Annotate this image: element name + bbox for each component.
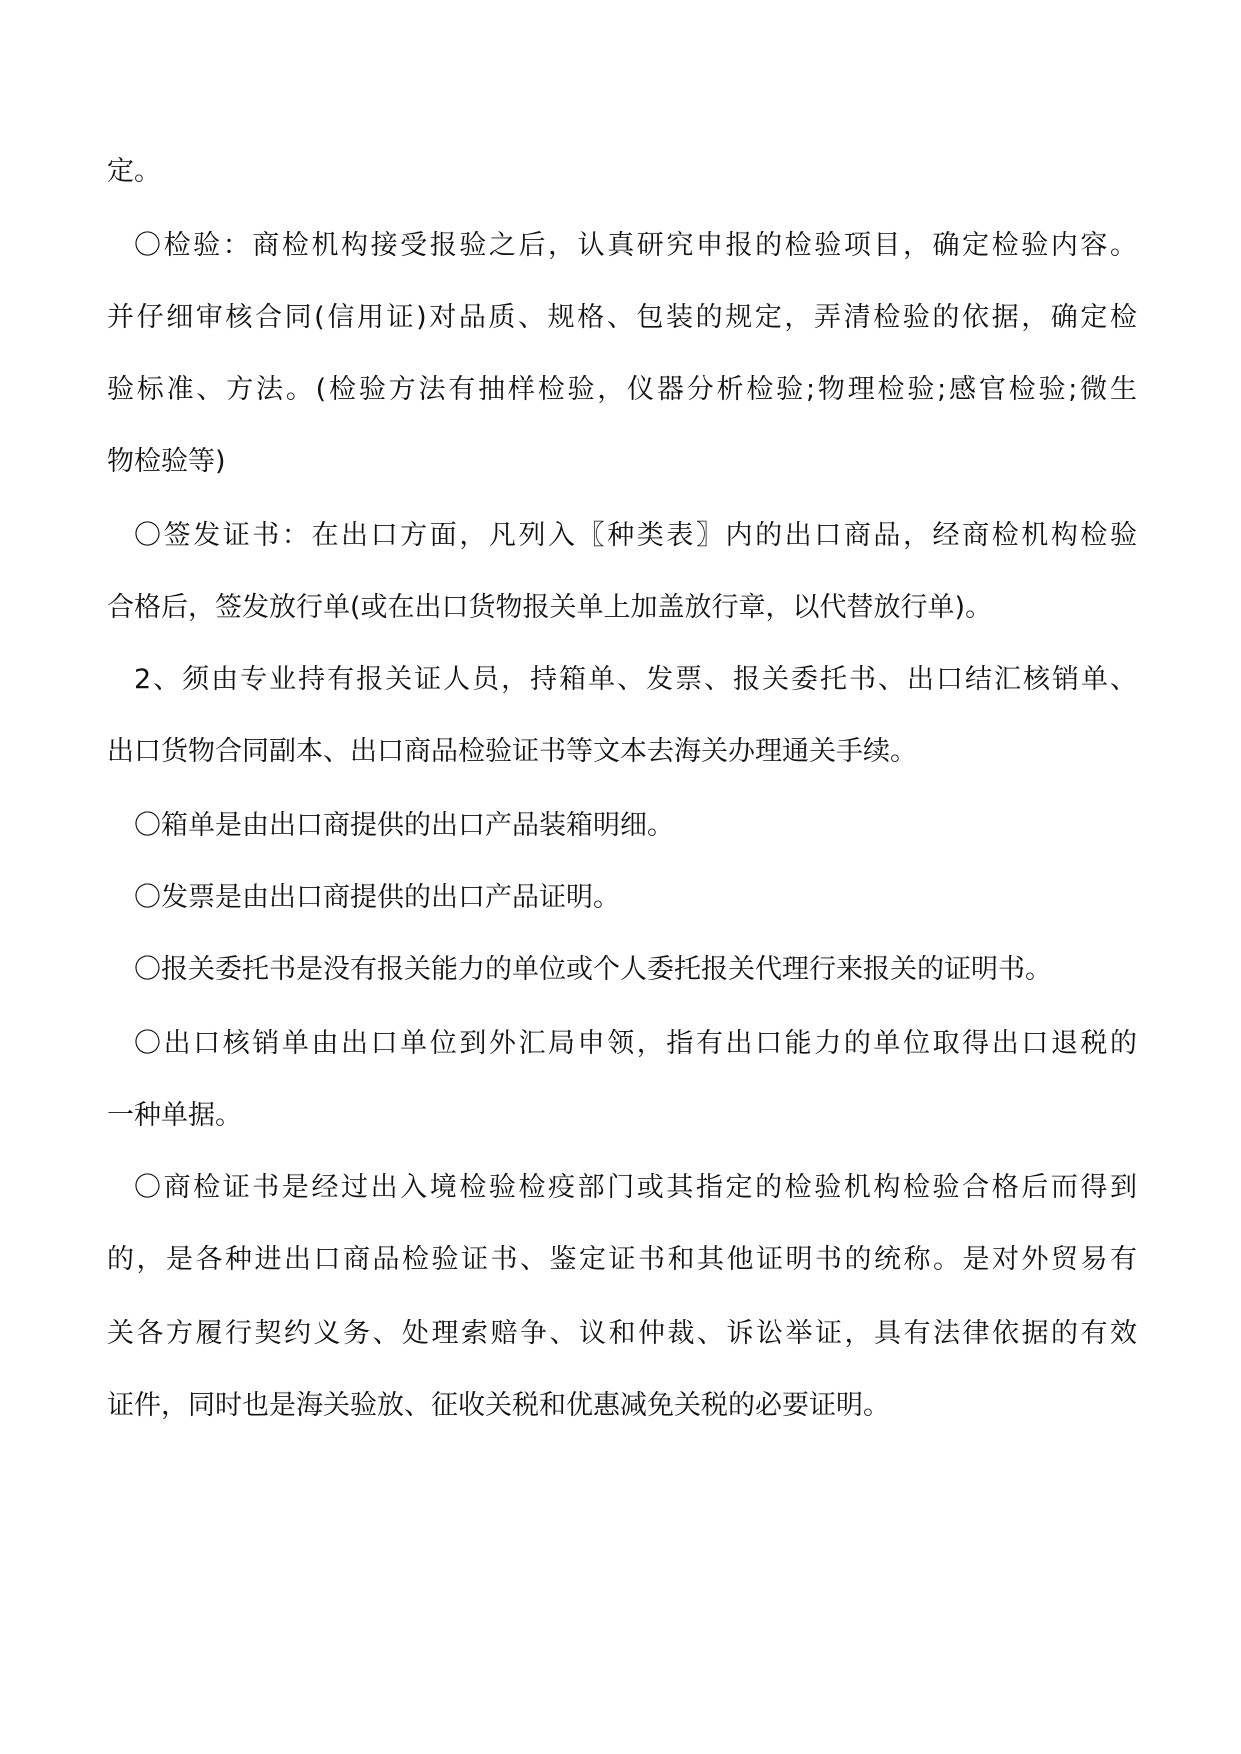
text-line: 关各方履行契约义务、处理索赔争、议和仲裁、诉讼举证，具有法律依据的有效 <box>107 1318 1137 1349</box>
text-line: 〇报关委托书是没有报关能力的单位或个人委托报关代理行来报关的证明书。 <box>134 954 1052 985</box>
text-line: 并仔细审核合同(信用证)对品质、规格、包装的规定，弄清检验的依据，确定检 <box>107 302 1137 333</box>
text-line: 验标准、方法。(检验方法有抽样检验，仪器分析检验;物理检验;感官检验;微生 <box>107 374 1137 405</box>
text-line: 〇签发证书：在出口方面，凡列入〖种类表〗内的出口商品，经商检机构检验 <box>134 520 1137 551</box>
text-line: 证件，同时也是海关验放、征收关税和优惠减免关税的必要证明。 <box>107 1390 890 1421</box>
text-line: 〇箱单是由出口商提供的出口产品装箱明细。 <box>134 810 674 841</box>
text-line: 2、须由专业持有报关证人员，持箱单、发票、报关委托书、出口结汇核销单、 <box>134 664 1137 695</box>
text-line: 的，是各种进出口商品检验证书、鉴定证书和其他证明书的统称。是对外贸易有 <box>107 1244 1137 1275</box>
text-line: 物检验等) <box>107 446 226 477</box>
text-line: 〇发票是由出口商提供的出口产品证明。 <box>134 882 620 913</box>
text-line: 出口货物合同副本、出口商品检验证书等文本去海关办理通关手续。 <box>107 736 917 767</box>
text-line: 定。 <box>107 156 161 187</box>
text-line: 合格后，签发放行单(或在出口货物报关单上加盖放行章，以代替放行单)。 <box>107 592 993 623</box>
text-line: 一种单据。 <box>107 1100 242 1131</box>
text-line: 〇出口核销单由出口单位到外汇局申领，指有出口能力的单位取得出口退税的 <box>134 1028 1137 1059</box>
text-line: 〇商检证书是经过出入境检验检疫部门或其指定的检验机构检验合格后而得到 <box>134 1172 1137 1203</box>
text-line: 〇检验：商检机构接受报验之后，认真研究申报的检验项目，确定检验内容。 <box>134 230 1137 261</box>
